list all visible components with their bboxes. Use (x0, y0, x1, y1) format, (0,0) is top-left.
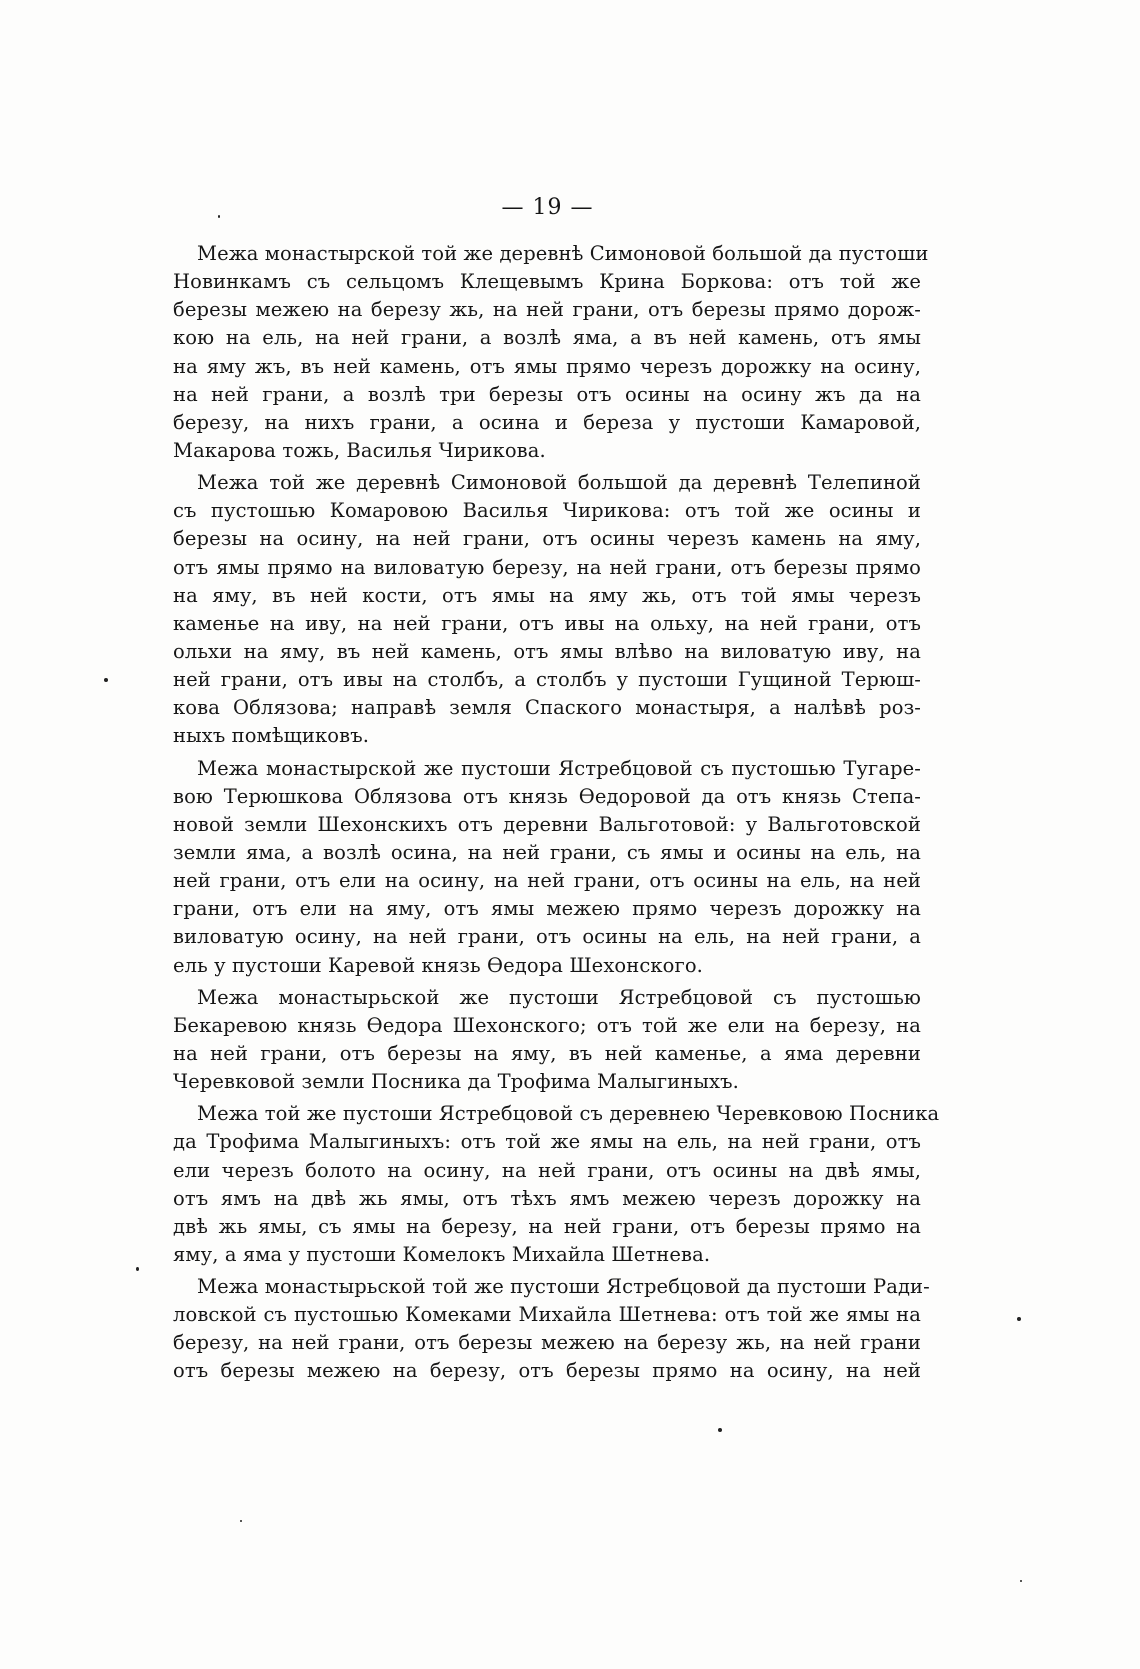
text-line: ней грани, отъ ели на осину, на ней грани, отъ осины на ель, на ней (173, 869, 921, 893)
text-line: да Трофима Малыгиныхъ: отъ той же ямы на ель, на ней грани, отъ (173, 1130, 921, 1154)
ink-speck (1020, 1580, 1022, 1582)
text-line: на яму, въ ней кости, отъ ямы на яму жь, отъ той ямы черезъ (173, 583, 921, 607)
text-line: Новинкамъ съ сельцомъ Клещевымъ Крина Боркова: отъ той же (173, 270, 921, 294)
text-line: березу, на нихъ грани, а осина и береза у пустоши Камаровой, (173, 410, 921, 434)
text-line: Межа той же деревнѣ Симоновой большой да деревнѣ Телепиной (197, 471, 921, 495)
text-line: ней грани, отъ ивы на столбъ, а столбъ у пустоши Гущиной Терюш- (173, 668, 921, 692)
text-line: виловатую осину, на ней грани, отъ осины на ель, на ней грани, а (173, 925, 921, 949)
text-line: березы на осину, на ней грани, отъ осины черезъ камень на яму, (173, 527, 921, 551)
text-line: на ней грани, а возлѣ три березы отъ осины на осину жъ да на (173, 382, 921, 406)
text-line: кова Облязова; направѣ земля Спаского монастыря, а налѣвѣ роз- (173, 696, 921, 720)
text-line: каменье на иву, на ней грани, отъ ивы на ольху, на ней грани, отъ (173, 611, 921, 635)
text-line: земли яма, а возлѣ осина, на ней грани, съ ямы и осины на ель, на (173, 840, 921, 864)
text-line: березу, на ней грани, отъ березы межею на березу жь, на ней грани (173, 1331, 921, 1355)
text-line: на яму жъ, въ ней камень, отъ ямы прямо черезъ дорожку на осину, (173, 354, 921, 378)
text-line: отъ березы межею на березу, отъ березы прямо на осину, на ней (173, 1359, 921, 1383)
text-line: Черевковой земли Посника да Трофима Малыгиныхъ. (173, 1070, 739, 1094)
text-line: ель у пустоши Каревой князь Ѳедора Шехонского. (173, 953, 703, 977)
ink-speck (240, 1520, 242, 1522)
text-line: вою Терюшкова Облязова отъ князь Ѳедоровой да отъ князь Степа- (173, 784, 921, 808)
text-line: отъ ямъ на двѣ жь ямы, отъ тѣхъ ямъ межею черезъ дорожку на (173, 1186, 921, 1210)
text-line: ели черезъ болото на осину, на ней грани, отъ осины на двѣ ямы, (173, 1158, 921, 1182)
text-line: ныхъ помѣщиковъ. (173, 724, 370, 748)
text-line: кою на ель, на ней грани, а возлѣ яма, а въ ней камень, отъ ямы (173, 326, 921, 350)
text-line: Межа монастырской же пустоши Ястребцовой съ пустошью Тугаре- (197, 756, 921, 780)
text-line: съ пустошью Комаровою Василья Чирикова: отъ той же осины и (173, 499, 921, 523)
text-line: Бекаревою князь Ѳедора Шехонского; отъ той же ели на березу, на (173, 1013, 921, 1037)
ink-speck (136, 1267, 139, 1271)
paragraph (173, 240, 929, 465)
text-line: Межа монастырской той же деревнѣ Симоновой большой да пустоши (197, 242, 929, 265)
text-line: Межа монастырьской той же пустоши Ястребцовой да пустоши Ради- (197, 1275, 930, 1299)
ink-speck (1017, 1317, 1021, 1321)
text-line: грани, отъ ели на яму, отъ ямы межею прямо черезъ дорожку на (173, 897, 921, 921)
ink-speck (104, 678, 108, 682)
text-line: двѣ жь ямы, съ ямы на березу, на ней грани, отъ березы прямо на (173, 1214, 921, 1238)
body-text (173, 240, 940, 1390)
text-line: Макарова тожь, Василья Чирикова. (173, 438, 546, 462)
text-line: на ней грани, отъ березы на яму, въ ней каменье, а яма деревни (173, 1041, 921, 1065)
text-line: Межа той же пустоши Ястребцовой съ деревнею Черевковою Посника (197, 1102, 940, 1126)
page-number: — 19 — (501, 195, 594, 220)
paragraph (173, 1273, 930, 1386)
text-line: Межа монастырьской же пустоши Ястребцовой съ пустошью (197, 985, 921, 1009)
ink-speck (718, 1428, 722, 1432)
text-line: яму, а яма у пустоши Комелокъ Михайла Шетнева. (173, 1242, 711, 1266)
paragraph (173, 1100, 940, 1269)
text-line: ловской съ пустошью Комеками Михайла Шетнева: отъ той же ямы на (173, 1303, 921, 1327)
paragraph (173, 755, 921, 980)
ink-speck (218, 215, 220, 218)
text-line: отъ ямы прямо на виловатую березу, на ней грани, отъ березы прямо (173, 555, 921, 579)
text-line: березы межею на березу жь, на ней грани, отъ березы прямо дорож- (173, 298, 921, 322)
paragraph (173, 469, 921, 750)
paragraph (173, 984, 921, 1097)
text-line: новой земли Шехонскихъ отъ деревни Вальготовой: у Вальготовской (173, 812, 921, 836)
text-line: ольхи на яму, въ ней камень, отъ ямы влѣво на виловатую иву, на (173, 639, 921, 663)
